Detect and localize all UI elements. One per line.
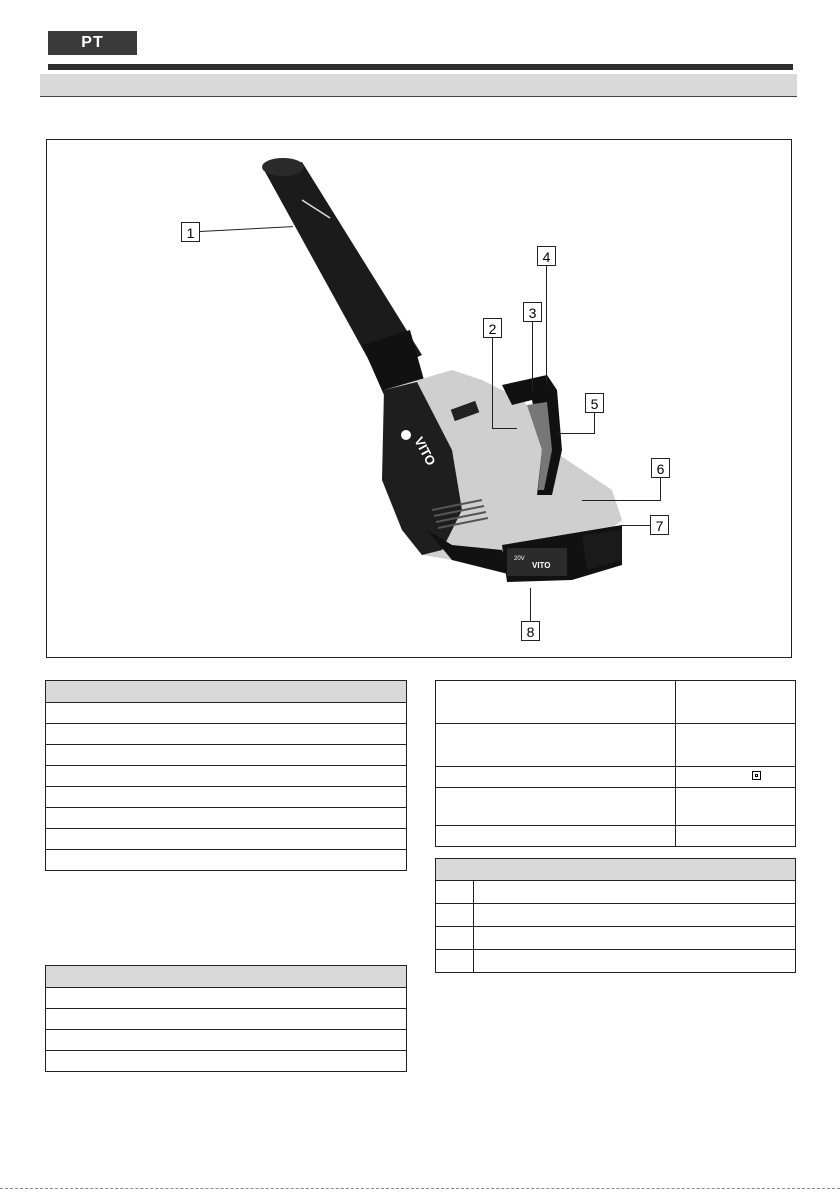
table-cell bbox=[474, 904, 796, 927]
table-cell bbox=[676, 826, 796, 847]
table-cell bbox=[436, 724, 676, 767]
table-cell bbox=[676, 767, 796, 788]
double-insulation-icon bbox=[752, 771, 761, 780]
table-cell bbox=[676, 724, 796, 767]
callout-3: 3 bbox=[523, 302, 542, 322]
brand-logo: VITO bbox=[411, 434, 439, 468]
table-cell bbox=[436, 904, 474, 927]
table-row bbox=[46, 745, 407, 766]
language-tag: PT bbox=[48, 31, 137, 55]
callout-6-leader bbox=[660, 478, 661, 500]
callout-4-leader bbox=[546, 266, 547, 386]
section-title-band bbox=[40, 74, 797, 97]
parts-table bbox=[435, 858, 796, 973]
spec-table-left bbox=[45, 680, 407, 871]
table-row bbox=[46, 988, 407, 1009]
product-figure bbox=[46, 139, 792, 658]
header-rule bbox=[48, 64, 793, 70]
callout-8-leader bbox=[530, 588, 531, 621]
table-row bbox=[46, 787, 407, 808]
callout-8: 8 bbox=[521, 621, 540, 641]
table-row bbox=[46, 1051, 407, 1072]
callout-5-leader-h bbox=[557, 433, 595, 434]
callout-7-leader bbox=[621, 525, 650, 526]
table-row bbox=[46, 850, 407, 871]
table-row bbox=[46, 1030, 407, 1051]
table-cell bbox=[436, 950, 474, 973]
callout-6: 6 bbox=[651, 458, 670, 478]
page-bottom-border bbox=[0, 1188, 840, 1189]
callout-5: 5 bbox=[585, 393, 604, 413]
callout-1: 1 bbox=[181, 222, 200, 242]
callout-2-leader bbox=[492, 338, 493, 428]
table-cell bbox=[436, 927, 474, 950]
callout-2-leader-h bbox=[492, 428, 517, 429]
table-cell bbox=[474, 950, 796, 973]
callout-7: 7 bbox=[650, 515, 669, 535]
table-row bbox=[46, 766, 407, 787]
nozzle-tip bbox=[262, 158, 304, 176]
table-cell bbox=[436, 767, 676, 788]
table-cell bbox=[436, 881, 474, 904]
table-cell bbox=[436, 788, 676, 826]
table-cell bbox=[474, 927, 796, 950]
table-row bbox=[46, 724, 407, 745]
package-table-header bbox=[46, 966, 407, 988]
table-cell bbox=[436, 826, 676, 847]
callout-2: 2 bbox=[483, 318, 502, 338]
table-cell bbox=[436, 681, 676, 724]
table-cell bbox=[474, 881, 796, 904]
table-cell bbox=[676, 788, 796, 826]
callout-5-leader bbox=[594, 413, 595, 433]
spec-table-left-header bbox=[46, 681, 407, 703]
package-table bbox=[45, 965, 407, 1072]
callout-3-leader bbox=[532, 322, 533, 390]
spec-table-right bbox=[435, 680, 796, 847]
parts-table-header bbox=[436, 859, 796, 881]
battery-logo: VITO bbox=[532, 561, 551, 570]
svg-text:20V: 20V bbox=[514, 556, 525, 562]
callout-6-leader-h bbox=[582, 500, 661, 501]
table-row bbox=[46, 703, 407, 724]
table-row bbox=[46, 1009, 407, 1030]
table-row bbox=[46, 829, 407, 850]
callout-4: 4 bbox=[537, 246, 556, 266]
table-row bbox=[46, 808, 407, 829]
table-cell bbox=[676, 681, 796, 724]
